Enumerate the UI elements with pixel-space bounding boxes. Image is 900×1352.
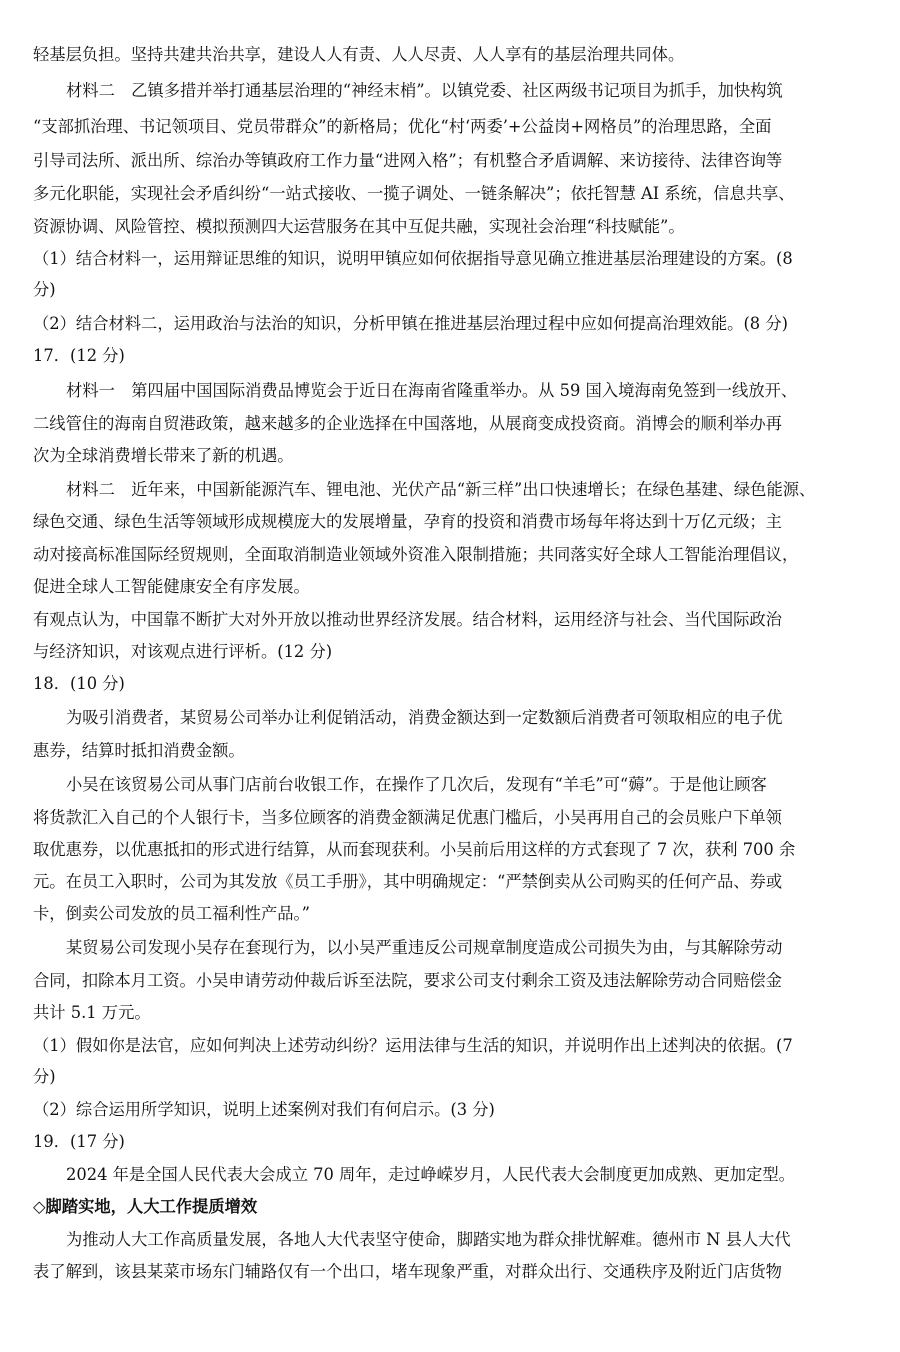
- text-line: 二线管住的海南自贸港政策，越来越多的企业选择在中国落地，从展商变成投资商。消博会的顺利举办再: [33, 414, 782, 433]
- text-line: 某贸易公司发现小吴存在套现行为，以小吴严重违反公司规章制度造成公司损失为由，与其解除劳动: [66, 938, 783, 957]
- question-line: 分): [33, 1067, 56, 1086]
- question-line: （1）结合材料一，运用辩证思维的知识，说明甲镇应如何依据指导意见确立推进基层治理建设的方案。(8: [33, 249, 793, 268]
- text-line: “支部抓治理、书记领项目、党员带群众”的新格局；优化“村‘两委’+公益岗+网格员”的治理思路，全面: [33, 117, 772, 136]
- text-line: 小吴在该贸易公司从事门店前台收银工作，在操作了几次后，发现有“羊毛”可“薅”。于是他让顾客: [66, 775, 767, 794]
- question-line: 有观点认为，中国靠不断扩大对外开放以推动世界经济发展。结合材料，运用经济与社会、当代国际政治: [33, 610, 782, 629]
- text-line: 元。在员工入职时，公司为其发放《员工手册》，其中明确规定：“严禁倒卖从公司购买的任何产品、券或: [33, 872, 783, 891]
- question-line: （1）假如你是法官，应如何判决上述劳动纠纷？运用法律与生活的知识，并说明作出上述判决的依据。(7: [33, 1036, 793, 1055]
- section-heading: ◇脚踏实地，人大工作提质增效: [33, 1197, 258, 1216]
- text-line: 多元化职能，实现社会矛盾纠纷“一站式接收、一揽子调处、一链条解决”；依托智慧 AI 系统，信息共享、: [33, 184, 795, 203]
- text-line: 次为全球消费增长带来了新的机遇。: [33, 446, 294, 465]
- text-line: 绿色交通、绿色生活等领域形成规模庞大的发展增量，孕育的投资和消费市场每年将达到十万亿元级；主: [33, 512, 782, 531]
- text-line: 材料一 第四届中国国际消费品博览会于近日在海南省隆重举办。从 59 国入境海南免签到一线放开、: [66, 381, 798, 400]
- question-number: 17．(12 分): [33, 346, 125, 365]
- text-line: 引导司法所、派出所、综治办等镇政府工作力量“进网入格”；有机整合矛盾调解、来访接待、法律咨询等: [33, 151, 783, 170]
- text-line: 促进全球人工智能健康安全有序发展。: [33, 577, 310, 596]
- text-line: 动对接高标准国际经贸规则，全面取消制造业领域外资准入限制措施；共同落实好全球人工智能治理倡议，: [33, 545, 799, 564]
- text-line: 为推动人大工作高质量发展，各地人大代表坚守使命，脚踏实地为群众排忧解难。德州市 N 县人大代: [66, 1230, 791, 1249]
- question-line: 与经济知识，对该观点进行评析。(12 分): [33, 642, 333, 661]
- question-line: （2）结合材料二，运用政治与法治的知识，分析甲镇在推进基层治理过程中应如何提高治理效能。(8 分): [33, 314, 788, 333]
- question-line: （2）综合运用所学知识，说明上述案例对我们有何启示。(3 分): [33, 1100, 495, 1119]
- text-line: 惠券，结算时抵扣消费金额。: [33, 741, 245, 760]
- text-line: 取优惠券，以优惠抵扣的形式进行结算，从而套现获利。小吴前后用这样的方式套现了 7 次，获利 700 余: [33, 840, 796, 859]
- text-line: 共计 5.1 万元。: [33, 1003, 151, 1022]
- text-line: 材料二 近年来，中国新能源汽车、锂电池、光伏产品“新三样”出口快速增长；在绿色基建、绿色能源、: [66, 480, 816, 499]
- text-line: 材料二 乙镇多措并举打通基层治理的“神经末梢”。以镇党委、社区两级书记项目为抓手，加快构筑: [66, 81, 783, 100]
- text-line: 资源协调、风险管控、模拟预测四大运营服务在其中互促共融，实现社会治理“科技赋能”。: [33, 217, 685, 236]
- text-line: 合同，扣除本月工资。小吴申请劳动仲裁后诉至法院，要求公司支付剩余工资及违法解除劳动合同赔偿金: [33, 971, 782, 990]
- question-number: 18．(10 分): [33, 674, 125, 693]
- text-line: 将货款汇入自己的个人银行卡，当多位顾客的消费金额满足优惠门槛后，小吴再用自己的会员账户下单领: [33, 808, 782, 827]
- question-line: 分): [33, 280, 56, 299]
- text-line: 轻基层负担。坚持共建共治共享，建设人人有责、人人尽责、人人享有的基层治理共同体。: [33, 45, 685, 64]
- question-number: 19．(17 分): [33, 1132, 125, 1151]
- text-line: 卡，倒卖公司发放的员工福利性产品。”: [33, 904, 310, 923]
- text-line: 2024 年是全国人民代表大会成立 70 周年，走过峥嵘岁月，人民代表大会制度更加成熟、更加定型。: [66, 1165, 795, 1184]
- text-line: 为吸引消费者，某贸易公司举办让利促销活动，消费金额达到一定数额后消费者可领取相应的电子优: [66, 708, 783, 727]
- text-line: 表了解到，该县某菜市场东门辅路仅有一个出口，堵车现象严重，对群众出行、交通秩序及附近门店货物: [33, 1262, 782, 1281]
